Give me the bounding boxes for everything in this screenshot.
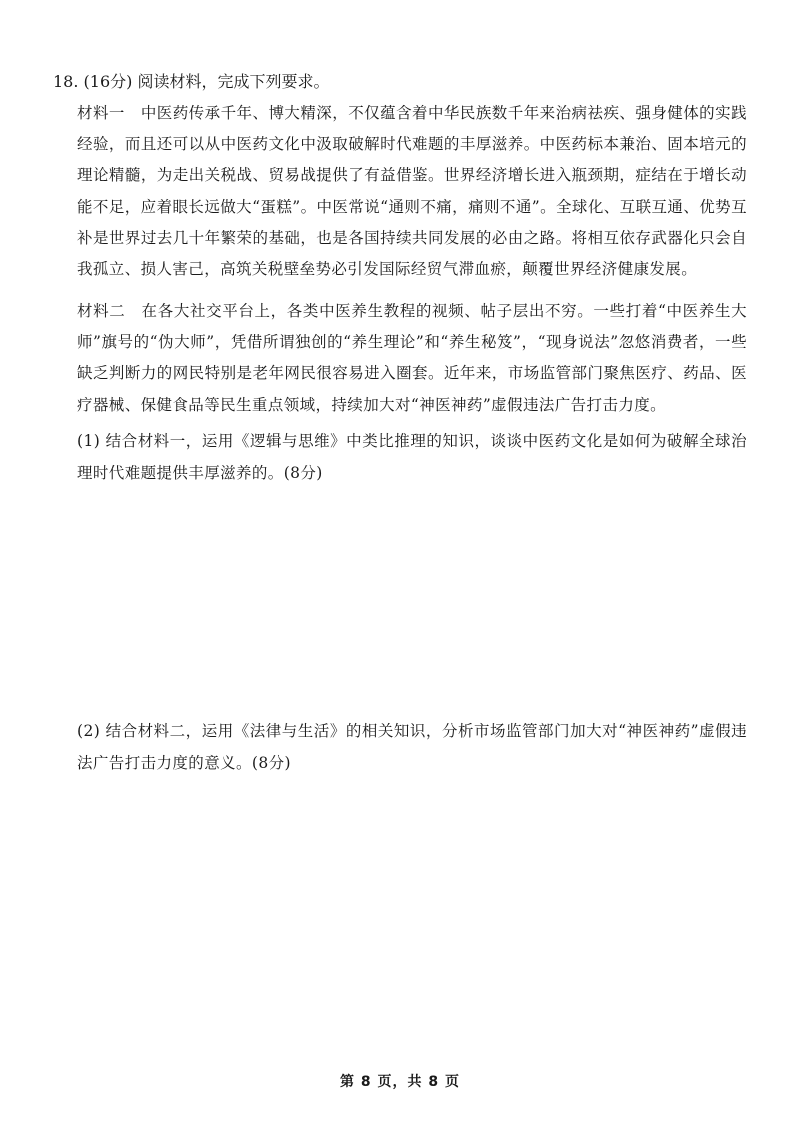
question-instruction: 阅读材料，完成下列要求。: [137, 72, 330, 91]
answer-area-1[interactable]: [77, 495, 747, 695]
material-two: 材料二 在各大社交平台上，各类中医养生教程的视频、帖子层出不穷。一些打着“中医养生大师”旗号的“伪大师”，凭借所谓独创的“养生理论”和“养生秘笈”，“现身说法”忽悠消费者，一些缺乏判断力的网民特别是老年网民很容易进入圈套。近年来，市场监管部门聚焦医疗、药品、医疗器械、保健食品等民生重点领域，持续加大对“神医神药”虚假违法广告打击力度。: [77, 302, 747, 414]
page-footer: 第 8 页，共 8 页: [340, 1074, 460, 1090]
sub-question-2: (2) 结合材料二，运用《法律与生活》的相关知识，分析市场监管部门加大对“神医神药”虚假违法广告打击力度的意义。(8分): [77, 722, 747, 772]
answer-area-2[interactable]: [77, 785, 747, 1045]
question-number: 18. (16分): [53, 72, 133, 91]
question-header: [53, 70, 330, 94]
material-one: 材料一 中医药传承千年、博大精深，不仅蕴含着中华民族数千年来治病祛疾、强身健体的实践经验，而且还可以从中医药文化中汲取破解时代难题的丰厚滋养。中医药标本兼治、固本培元的理论精髓，为走出关税战、贸易战提供了有益借鉴。世界经济增长进入瓶颈期，症结在于增长动能不足，应着眼长远做大“蛋糕”。中医常说“通则不痛，痛则不通”。全球化、互联互通、优势互补是世界过去几十年繁荣的基础，也是各国持续共同发展的必由之路。将相互依存武器化只会自我孤立、损人害己，高筑关税壁垒势必引发国际经贸气滞血瘀，颠覆世界经济健康发展。: [77, 104, 747, 279]
sub-question-1: (1) 结合材料一，运用《逻辑与思维》中类比推理的知识，谈谈中医药文化是如何为破解全球治理时代难题提供丰厚滋养的。(8分): [77, 432, 747, 482]
